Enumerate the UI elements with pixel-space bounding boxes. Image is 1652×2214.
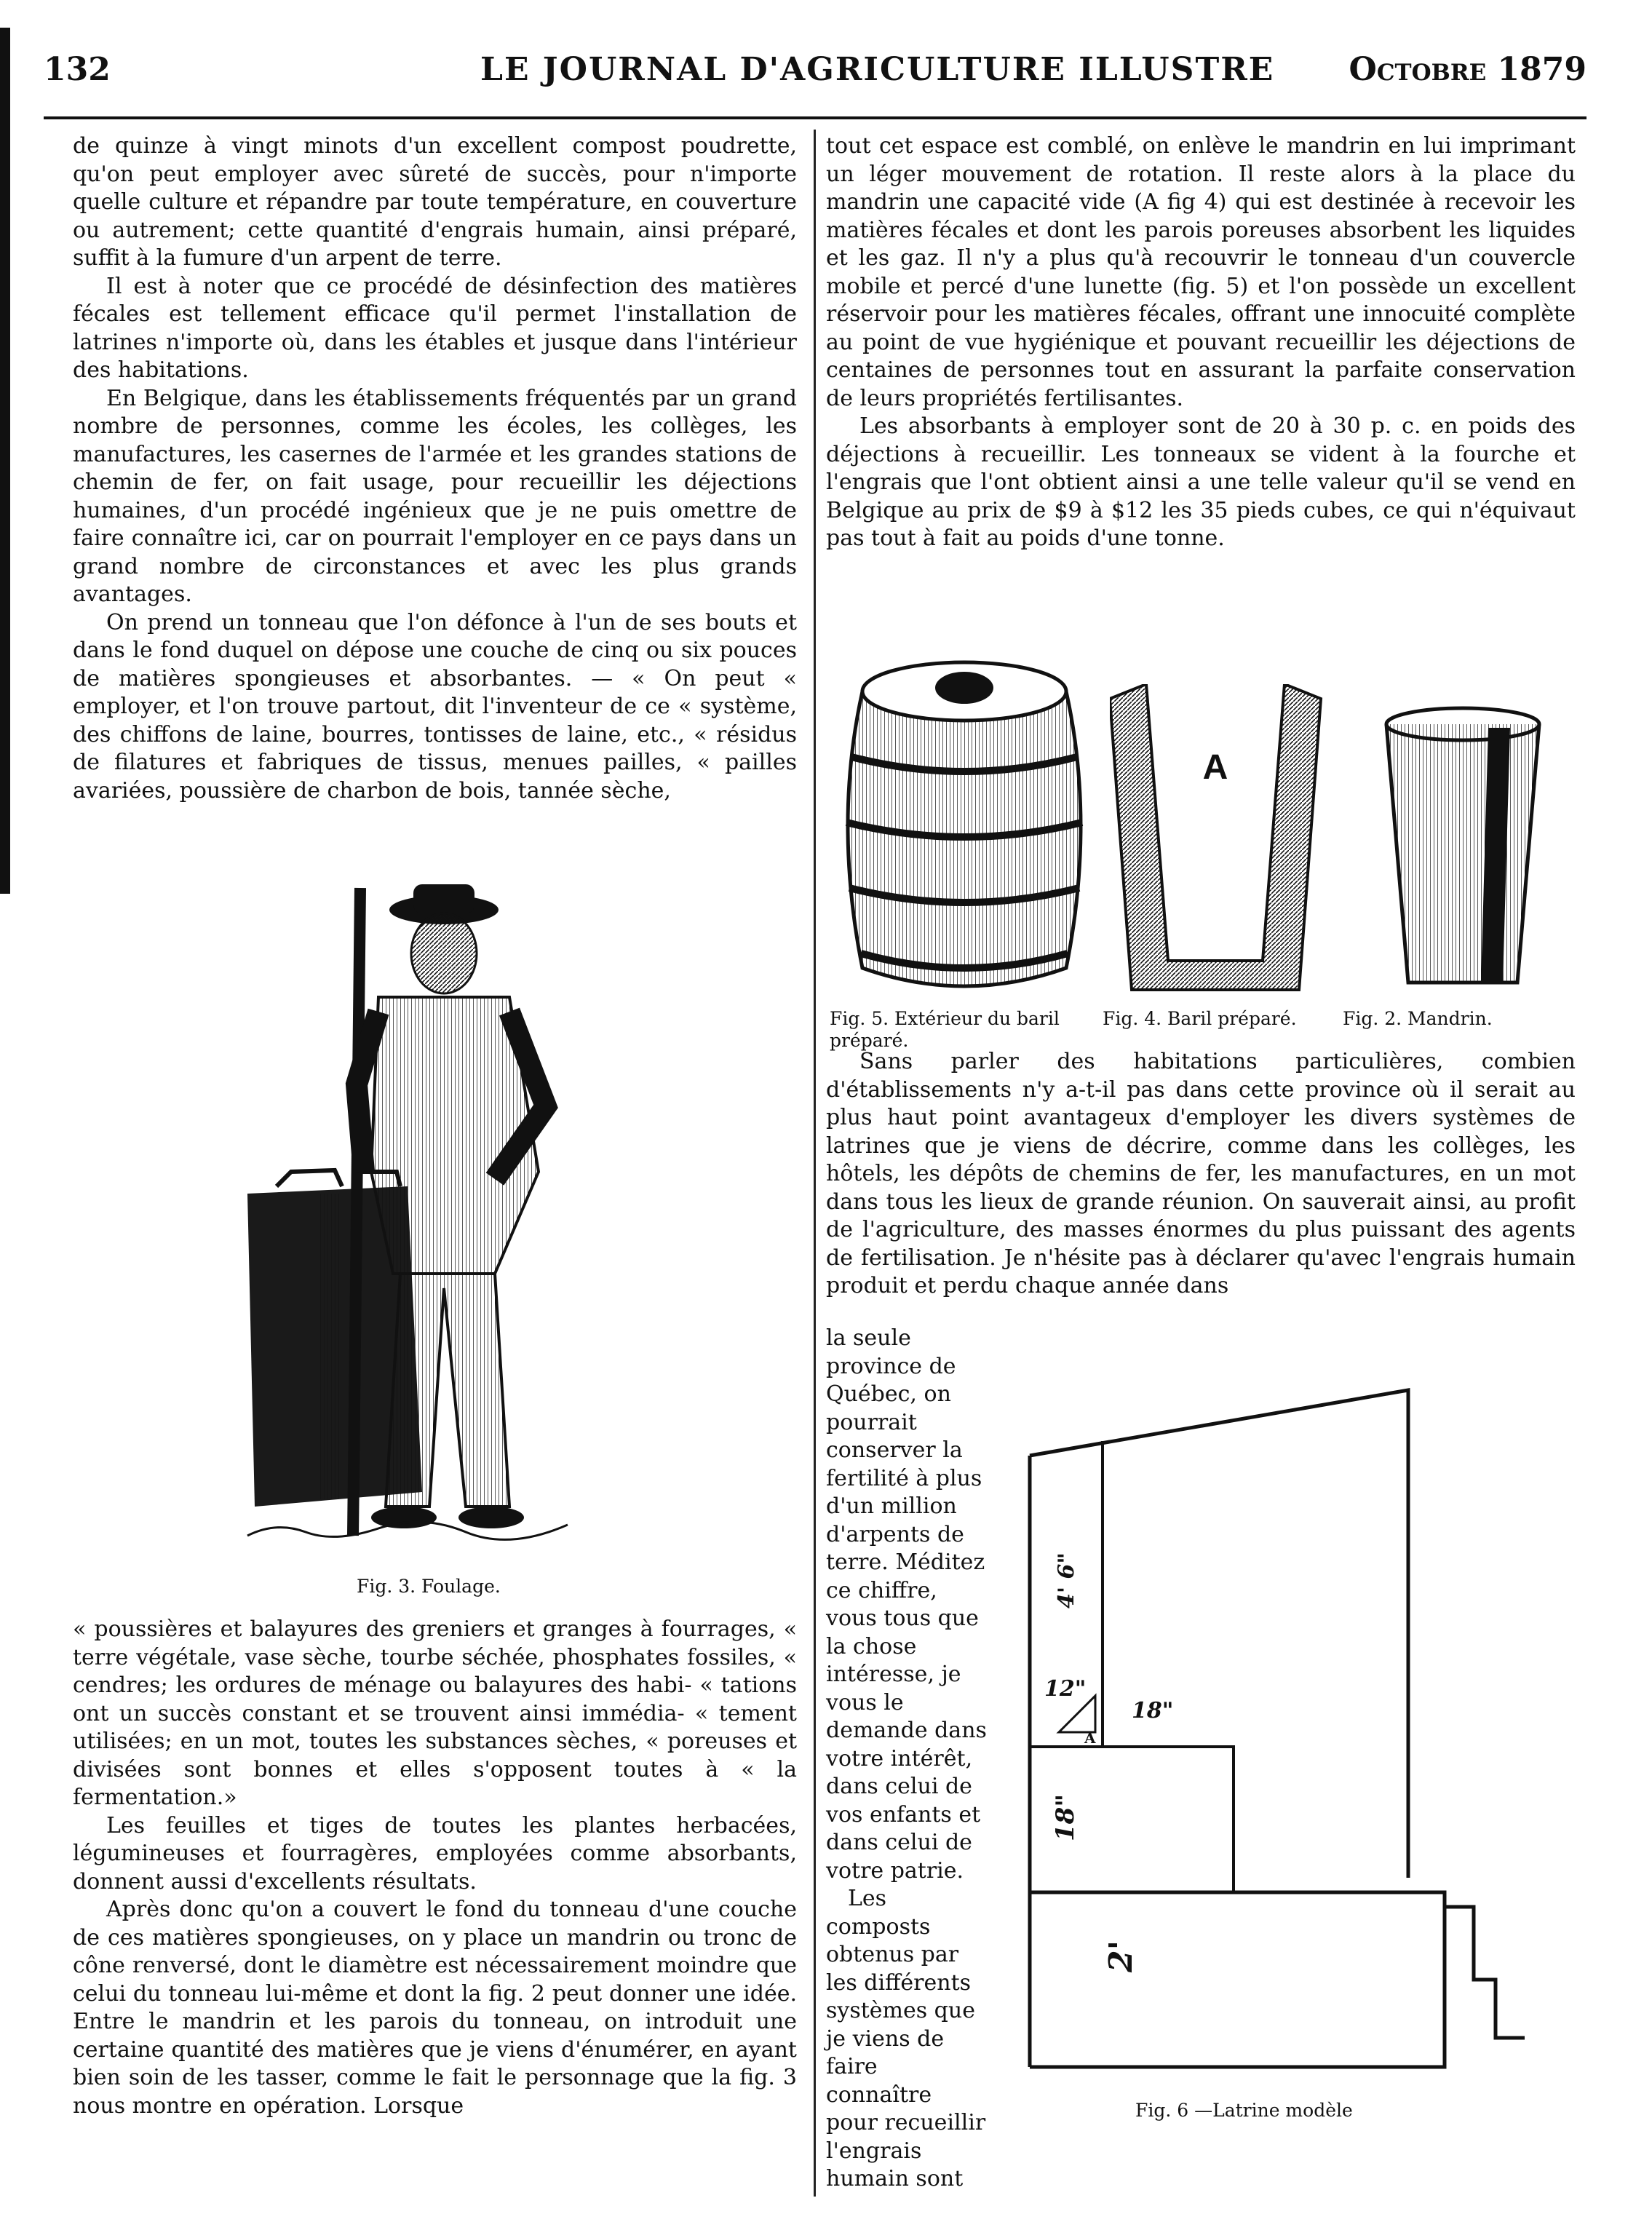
- fig6-latrine-diagram: [1015, 1368, 1568, 2096]
- paragraph: En Belgique, dans les établissements fréquentés par un grand nombre de personnes, comme les écoles, les collèges, les manufactures, les casernes de l'armée et les grandes stations de chemin de fer, on fait usage, pour recueillir les déjections humaines, d'un procédé ingénieux que je ne puis omettre de faire connaître ici, car on pourrait l'employer en ce pays dans un grand nombre de circonstances et avec les plus grands avantages.: [73, 385, 797, 607]
- issue-date: Octobre 1879: [1349, 51, 1587, 88]
- right-column-middle: [826, 1048, 1576, 1301]
- fig6-dim-a: A: [1084, 1729, 1096, 1747]
- fig6-dim-18-small: 18": [1132, 1698, 1174, 1723]
- paragraph: « poussières et balayures des greniers et granges à fourrages, « terre végétale, vase sèche, tourbe séchée, phosphates fossiles, « cendres; les ordures de ménage ou balayures des habi- « tations ont un succès constant et se trouvent ainsi immédia- « tement utilisées; en un mot, toutes les substances sèches, « poreuses et divisées sont bonnes et elles s'opposent toutes à « la fermentation.»: [73, 1616, 797, 1810]
- fig4-caption: Fig. 4. Baril préparé.: [1103, 1008, 1297, 1029]
- fig5-barrel-exterior-illustration: [833, 648, 1095, 997]
- paragraph: On prend un tonneau que l'on défonce à l'un de ses bouts et dans le fond duquel on dépose une couche de cinq ou six pouces de matières spongieuses et absorbantes. — « On peut « employer, et l'on trouve partout, dit l'inventeur de ce « système, des chiffons de laine, bourres, tontisses de laine, etc., « résidus de filatures et fabriques de tissus, menues pailles, « pailles avariées, poussière de charbon de bois, tannée sèche,: [73, 609, 797, 804]
- paragraph: Après donc qu'on a couvert le fond du tonneau d'une couche de ces matières spongieuses, on y place un mandrin ou tronc de cône renversé, dont le diamètre est nécessairement moindre que celui du tonneau lui-même et dont la fig. 2 peut donner une idée. Entre le mandrin et les parois du tonneau, on introduit une certaine quantité des matières que je viens d'énumérer, en ayant bien soin de les tasser, comme le fait le personnage que la fig. 3 nous montre en opération. Lorsque: [73, 1897, 797, 2119]
- fig4-label-a: A: [1202, 748, 1228, 787]
- fig4-prepared-barrel-illustration: [1110, 684, 1328, 997]
- page-number: 132: [44, 51, 111, 88]
- journal-title: LE JOURNAL D'AGRICULTURE ILLUSTRE: [480, 51, 1275, 88]
- header-rule: [44, 116, 1587, 119]
- paragraph: Les feuilles et tiges de toutes les plantes herbacées, légumineuses et fourragères, employées comme absorbants, donnent aussi d'excellents résultats.: [73, 1812, 797, 1894]
- fig6-dim-4-6: 4' 6": [1054, 1552, 1079, 1608]
- paragraph: tout cet espace est comblé, on enlève le mandrin en lui imprimant un léger mouvement de rotation. Il reste alors à la place du mandrin une capacité vide (A fig 4) qui est destinée à recevoir les matières fécales et dont les parois poreuses absorbent les liquides et les gaz. Il n'y a plus qu'à recouvrir le tonneau d'un couvercle mobile et percé d'une lunette (fig. 5) et l'on possède un excellent réservoir pour les matières fécales, offrant une innocuité complète au point de vue hygiénique et pouvant recueillir les déjections de centaines de personnes tout en assurant la parfaite conservation de leurs propriétés fertilisantes.: [826, 133, 1576, 411]
- fig2-mandrel-illustration: [1379, 706, 1546, 997]
- fig3-caption: Fig. 3. Foulage.: [357, 1576, 501, 1597]
- paragraph: la seule province de Québec, on pourrait conserver la fertilité à plus d'un million d'arpents de terre. Méditez ce chiffre, vous tous que la chose intéresse, je vous le demande dans votre intérêt, dans celui de vos enfants et dans celui de votre patrie.: [826, 1325, 987, 1884]
- fig3-foulage-illustration: [233, 866, 684, 1565]
- page-header: [44, 51, 1587, 102]
- fig2-caption: Fig. 2. Mandrin.: [1343, 1008, 1493, 1029]
- paragraph: Les absorbants à employer sont de 20 à 30 p. c. en poids des déjections à recueillir. Les tonneaux se vident à la fourche et l'engrais que l'ont obtient ainsi a une telle valeur qu'il se vend en Belgique au prix de $9 à $12 les 35 pieds cubes, ce qui n'équivaut pas tout à fait au poids d'une tonne.: [826, 413, 1576, 551]
- left-column-bottom: [73, 1616, 797, 2120]
- fig6-dim-12: 12": [1044, 1676, 1087, 1702]
- fig6-caption: Fig. 6 —Latrine modèle: [1135, 2100, 1353, 2121]
- scan-edge-bar: [0, 28, 10, 894]
- paragraph: Les composts obtenus par les différents systèmes que je viens de faire connaître pour recueillir l'engrais humain sont: [826, 1886, 986, 2191]
- fig6-dim-18-large: 18": [1051, 1793, 1080, 1841]
- right-column-narrow: [826, 1325, 990, 2194]
- paragraph: de quinze à vingt minots d'un excellent compost poudrette, qu'on peut employer avec sûreté de succès, pour n'importe quelle culture et répandre par toute température, en couverture ou autrement; cette quantité d'engrais humain, ainsi préparé, suffit à la fumure d'un arpent de terre.: [73, 133, 797, 271]
- left-column-top: [73, 132, 797, 805]
- paragraph: Sans parler des habitations particulières, combien d'établissements n'y a-t-il pas dans cette province où il serait au plus haut point avantageux d'employer les divers systèmes de latrines que je viens de décrire, comme dans les collèges, les hôtels, les dépôts de chemins de fer, les manufactures, en un mot dans tous les lieux de grande réunion. On sauverait ainsi, au profit de l'agriculture, des masses énormes du plus puissant des agents de fertilisation. Je n'hésite pas à déclarer qu'avec l'engrais humain produit et perdu chaque année dans: [826, 1049, 1576, 1298]
- fig6-dim-2: 2': [1103, 1940, 1140, 1972]
- right-column-top: [826, 132, 1576, 553]
- paragraph: Il est à noter que ce procédé de désinfection des matières fécales est tellement efficace qu'il permet l'installation de latrines n'importe où, dans les étables et jusque dans l'intérieur des habitations.: [73, 273, 797, 383]
- column-divider: [814, 130, 816, 2197]
- fig5-caption: Fig. 5. Extérieur du baril préparé.: [830, 1008, 1060, 1051]
